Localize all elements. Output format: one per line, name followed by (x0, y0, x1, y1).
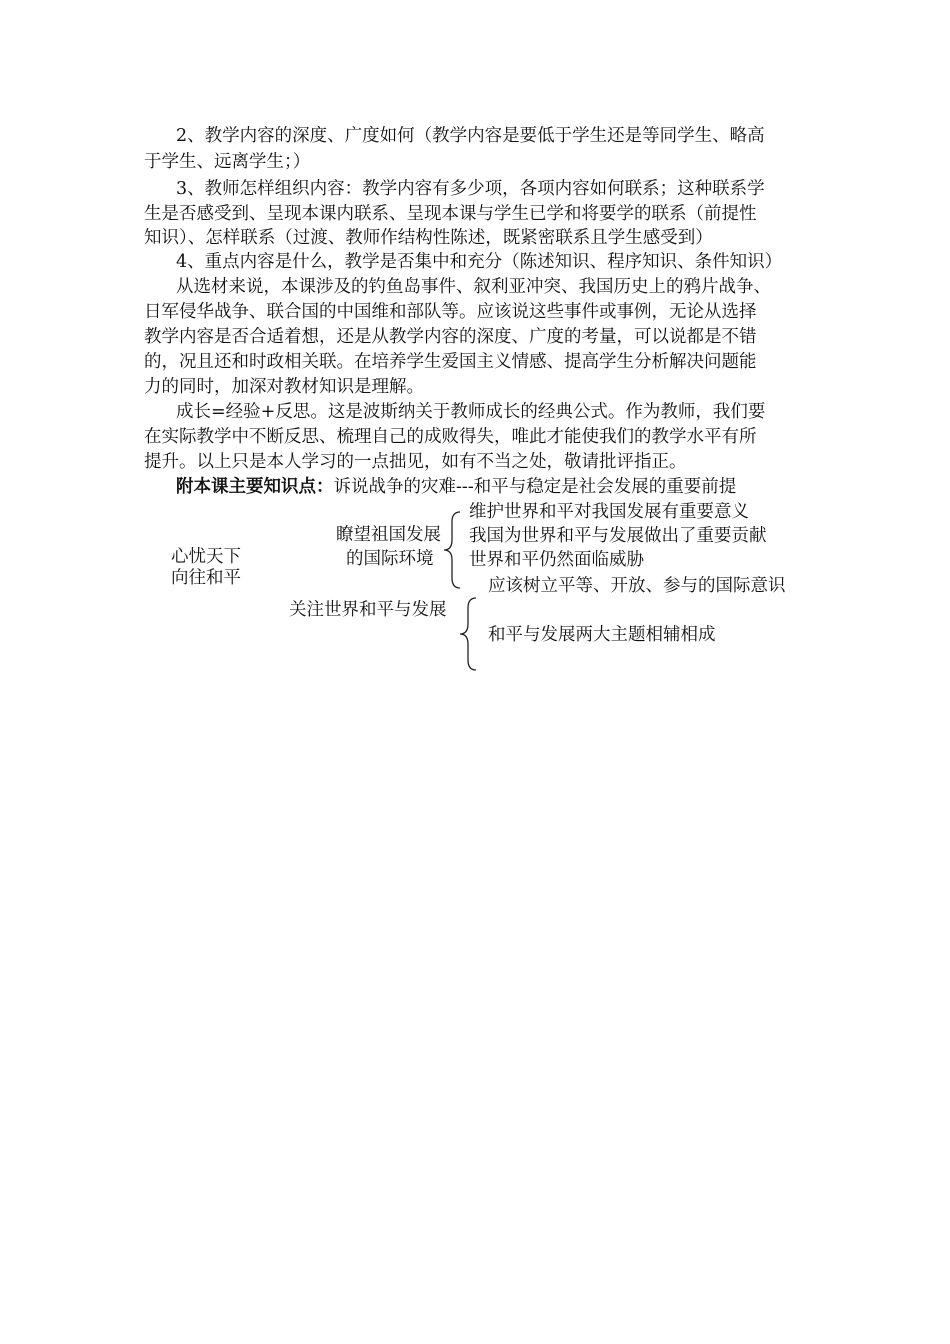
paragraph-line: 知识）、怎样联系（过渡、教师作结构性陈述，既紧密联系且学生感受到） (144, 228, 713, 248)
branch2-label: 关注世界和平与发展 (289, 600, 447, 620)
branch1-item: 维护世界和平对我国发展有重要意义 (469, 502, 749, 522)
paragraph-line: 力的同时，加深对教材知识是理解。 (144, 377, 424, 397)
branch1-item: 我国为世界和平与发展做出了重要贡献 (469, 526, 767, 546)
diagram-root-line2: 向往和平 (171, 568, 241, 588)
branch2-item: 应该树立平等、开放、参与的国际意识 (488, 576, 786, 596)
paragraph-line: 提升。以上只是本人学习的一点拙见，如有不当之处，敬请批评指正。 (144, 452, 687, 472)
diagram-root-line1: 心忧天下 (171, 547, 241, 567)
paragraph-line: 教学内容是否合适着想，还是从教学内容的深度、广度的考量，可以说都是不错 (144, 327, 757, 347)
paragraph-line: 日军侵华战争、联合国的中国维和部队等。应该说这些事件或事例，无论从选择 (144, 302, 757, 322)
paragraph-line: 成长=经验+反思。这是波斯纳关于教师成长的经典公式。作为教师，我们要 (176, 402, 766, 422)
branch2-brace (458, 596, 480, 672)
branch1-label-line2: 的国际环境 (346, 549, 434, 569)
paragraph-line: 4、重点内容是什么，教学是否集中和充分（陈述知识、程序知识、条件知识） (176, 252, 783, 272)
appendix-heading: 附本课主要知识点： (176, 477, 334, 497)
paragraph-line: 在实际教学中不断反思、梳理自己的成败得失，唯此才能使我们的教学水平有所 (144, 427, 757, 447)
paragraph-line: 于学生、远离学生；） (144, 152, 311, 172)
branch1-brace (440, 510, 464, 590)
branch1-label-line1: 瞭望祖国发展 (336, 525, 441, 545)
branch2-item: 和平与发展两大主题相辅相成 (488, 625, 716, 645)
paragraph-line: 2、教学内容的深度、广度如何（教学内容是要低于学生还是等同学生、略高 (176, 126, 765, 146)
appendix-line (176, 475, 808, 499)
paragraph-line: 的，况且还和时政相关联。在培养学生爱国主义情感、提高学生分析解决问题能 (144, 352, 757, 372)
paragraph-line: 生是否感受到、呈现本课内联系、呈现本课与学生已学和将要学的联系（前提性 (144, 204, 757, 224)
branch1-item: 世界和平仍然面临威胁 (469, 550, 644, 570)
appendix-intro: 诉说战争的灾难---和平与稳定是社会发展的重要前提 (333, 477, 737, 497)
paragraph-line: 从选材来说，本课涉及的钓鱼岛事件、叙利亚冲突、我国历史上的鸦片战争、 (176, 277, 771, 297)
paragraph-line: 3、教师怎样组织内容：教学内容有多少项，各项内容如何联系；这种联系学 (176, 179, 765, 199)
